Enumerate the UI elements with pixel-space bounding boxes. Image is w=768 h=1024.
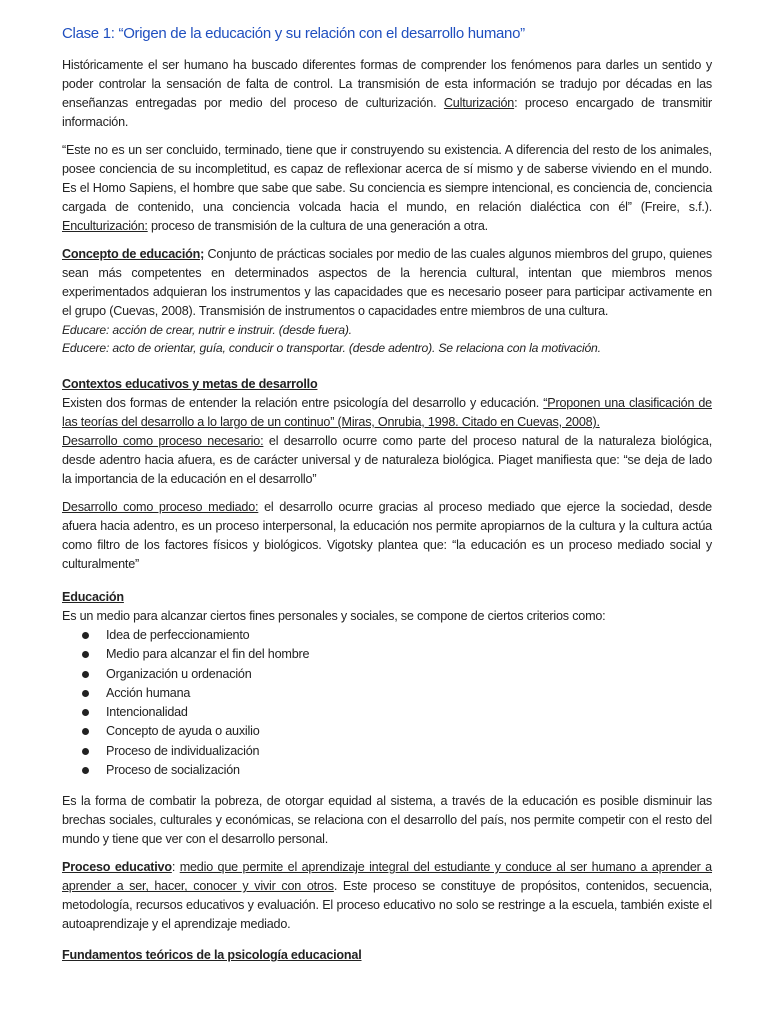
- list-item: [82, 742, 712, 761]
- document-page: [62, 24, 712, 965]
- paragraph-proceso-educativo: [62, 858, 712, 934]
- proceso-definition-underlined: medio que permite el aprendizaje integral del estudiante y conduce al ser humano a aprender a aprender a ser, hacer, conocer y vivir con otros: [62, 860, 712, 894]
- definition-text: : proceso encargado de transmitir información.: [62, 96, 712, 129]
- definition-text: el desarrollo ocurre gracias al proceso mediado que ejerce la sociedad, desde afuera hacia adentro, es un proceso interpersonal, la educación nos permite apropiarnos de la cultura y la cultura actúa como filtro de los factores físicos y biológicos. Vigotsky plantea que: “la educación es un proceso mediado social y culturalmente”: [62, 500, 712, 571]
- definition-text: el desarrollo ocurre como parte del proceso natural de la naturaleza biológica, desde adentro hacia afuera, es de carácter universal y de naturaleza biológica. Piaget manifiesta que: “se deja de lado la importancia de la educación en el desarrollo”: [62, 434, 712, 486]
- proceso-rest-text: . Este proceso se constituye de propósitos, contenidos, secuencia, metodología, recursos educativos y evaluación. El proceso educativo no solo se restringe a la escuela, también existe el autoaprendizaje y el aprendizaje mediado.: [62, 879, 713, 932]
- colon-text: :: [171, 860, 180, 875]
- bullet-icon: [82, 690, 89, 697]
- bullet-icon: [82, 709, 89, 716]
- quote-text: “Este no es un ser concluido, terminado, tiene que ir construyendo su existencia. A diferencia del resto de los animales, posee conciencia de su incompletitud, es capaz de reflexionar acerca de sí mismo y de saberse viviendo en el mundo. Es el Homo Sapiens, el hombre que sabe que sabe. Su conciencia es siempre intencional, es conciencia de, conciencia cargada de contenido, una conciencia volcada hacia el mundo, en relación dialéctica con él” (Freire, s.f.).: [62, 143, 712, 214]
- list-item-text: Proceso de socialización: [106, 763, 240, 778]
- bullet-icon: [82, 632, 89, 639]
- definition-text: Conjunto de prácticas sociales por medio de las cuales algunos miembros del grupo, quienes sean más competentes en determinados aspectos de la herencia cultural, intentan que miembros menos experimentados adquieran los instrumentos y las capacidades que es necesario poseer para participar activamente en el grupo (Cuevas, 2008). Transmisión de instrumentos o capacidades entre miembros de una cultura.: [62, 247, 713, 318]
- list-item-text: Idea de perfeccionamiento: [106, 628, 250, 642]
- list-item-text: Proceso de individualización: [106, 743, 260, 758]
- heading-fundamentos: Fundamentos teóricos de la psicología educacional: [62, 948, 362, 963]
- list-item-text: Concepto de ayuda o auxilio: [106, 724, 260, 739]
- bullet-icon: [82, 748, 89, 755]
- bullet-icon: [82, 728, 89, 735]
- paragraph-proceso-necesario: [62, 432, 712, 489]
- list-item-text: Organización u ordenación: [106, 666, 252, 681]
- definition-text: proceso de transmisión de la cultura de una generación a otra.: [147, 219, 488, 233]
- paragraph-freire-quote: [62, 141, 712, 236]
- bullet-icon: [82, 767, 89, 774]
- paragraph-proceso-mediado: [62, 498, 712, 574]
- list-item: [82, 665, 712, 684]
- term-enculturizacion: Enculturización:: [62, 219, 148, 233]
- page-title: Clase 1: “Origen de la educación y su relación con el desarrollo humano”: [62, 25, 525, 42]
- note-educere: Educere: acto de orientar, guía, conducir o transportar. (desde adentro). Se relaciona con la motivación.: [62, 341, 601, 355]
- term-proceso-mediado: Desarrollo como proceso mediado:: [62, 500, 259, 514]
- note-educare: Educare: acción de crear, nutrir e instruir. (desde fuera).: [62, 323, 352, 337]
- paragraph-concepto-educacion: [62, 245, 712, 321]
- list-item-text: Acción humana: [106, 685, 191, 700]
- intro-text: Existen dos formas de entender la relación entre psicología del desarrollo y educación.: [62, 396, 544, 410]
- bullet-icon: [82, 671, 89, 678]
- list-item: [82, 626, 712, 645]
- term-concepto-educacion: Concepto de educación;: [62, 247, 205, 261]
- heading-educacion: Educación: [62, 590, 124, 604]
- list-item-text: Intencionalidad: [106, 705, 188, 720]
- heading-contextos: Contextos educativos y metas de desarrollo: [62, 377, 318, 391]
- paragraph-educacion-closing: Es la forma de combatir la pobreza, de otorgar equidad al sistema, a través de la educación es posible disminuir las brechas sociales, culturales y económicas, se relaciona con el desarrollo del país, nos permite competir con el resto del mundo y tiene que ver con el desarrollo personal.: [62, 794, 712, 847]
- list-item-text: Medio para alcanzar el fin del hombre: [106, 647, 310, 662]
- paragraph-culturizacion: [62, 56, 712, 132]
- list-item: [82, 703, 712, 722]
- list-item: [82, 645, 712, 664]
- term-proceso-educativo: Proceso educativo: [62, 860, 172, 875]
- quote-miras-onrubia: “Proponen una clasificación de las teorías del desarrollo a lo largo de un continuo” (Miras, Onrubia, 1998. Citado en Cuevas, 2008).: [62, 396, 712, 429]
- list-item: [82, 684, 712, 703]
- list-item: [82, 722, 712, 741]
- paragraph-contextos-intro: [62, 394, 712, 432]
- educacion-intro: Es un medio para alcanzar ciertos fines personales y sociales, se compone de ciertos criterios como:: [62, 609, 606, 623]
- term-proceso-necesario: Desarrollo como proceso necesario:: [62, 434, 264, 448]
- list-item: [82, 761, 712, 780]
- term-culturizacion: Culturización: [443, 96, 515, 110]
- criteria-list: [62, 626, 712, 780]
- bullet-icon: [82, 651, 89, 658]
- paragraph-text: Históricamente el ser humano ha buscado diferentes formas de comprender los fenómenos para darles un sentido y poder controlar la sensación de falta de control. La transmisión de esta información se tradujo por décadas en las enseñanzas entregadas por medio del proceso de culturización.: [62, 58, 712, 110]
